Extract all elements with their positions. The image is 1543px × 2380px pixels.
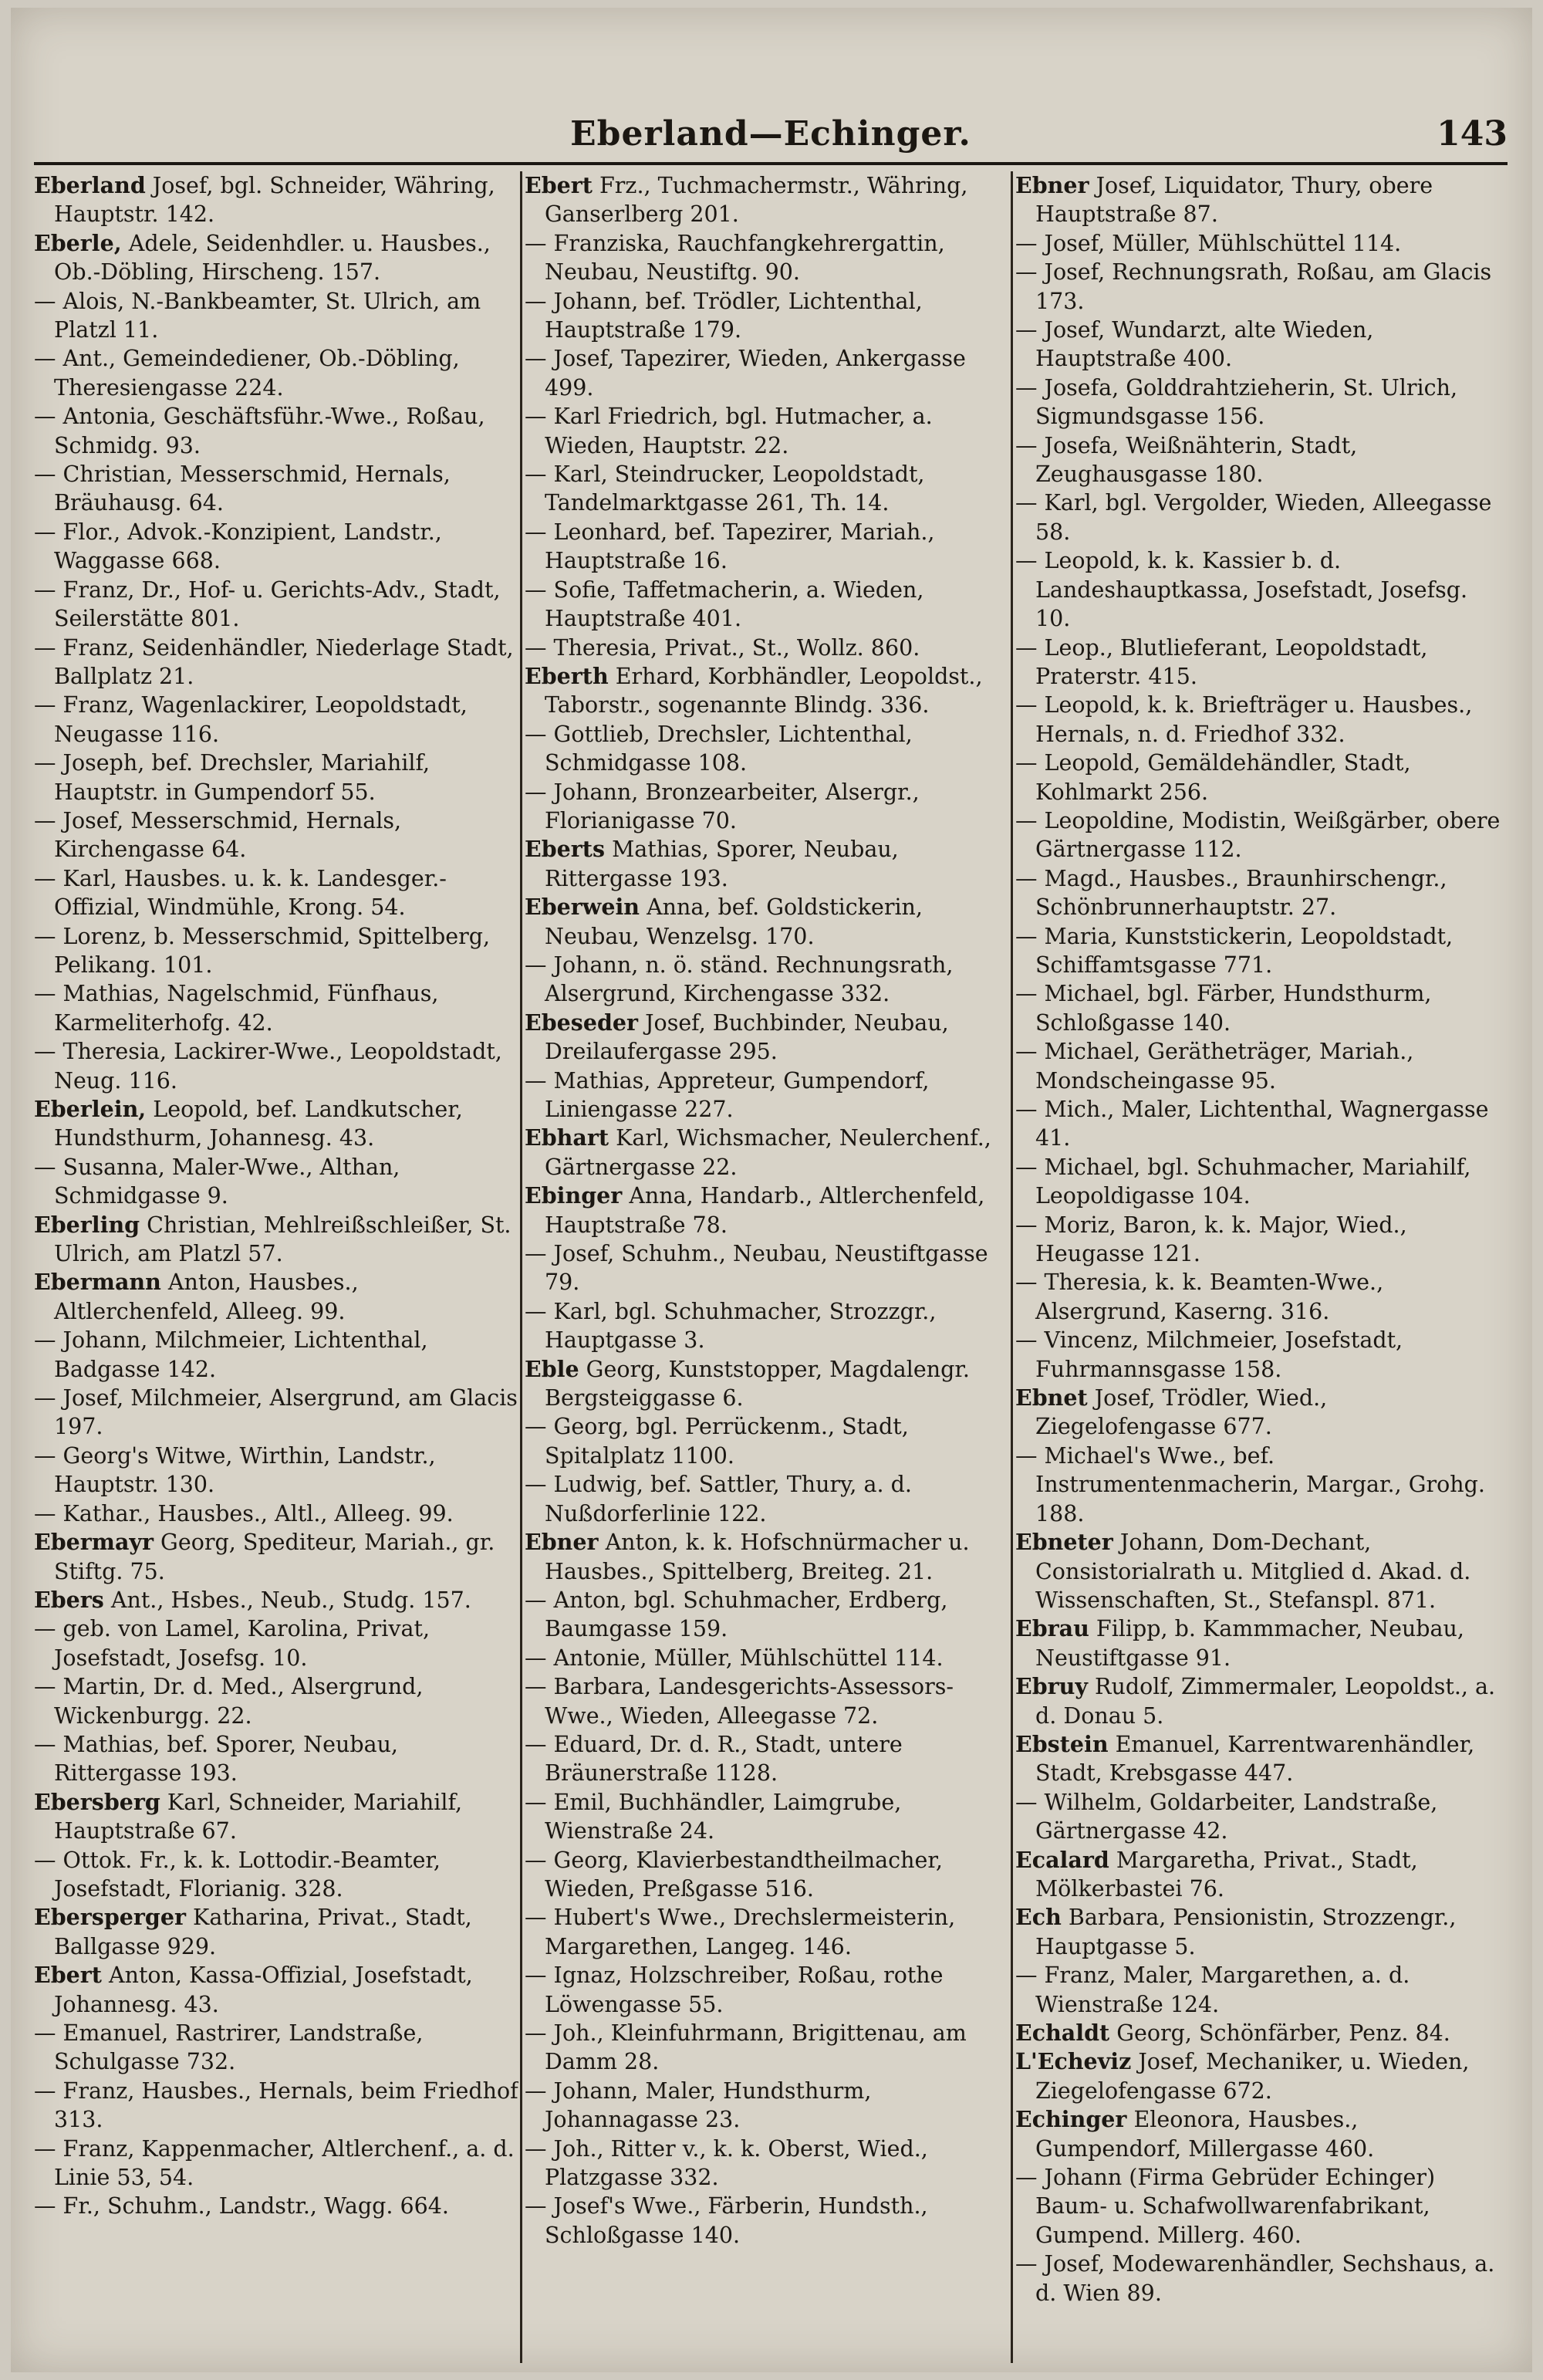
entry-text: — geb. von Lamel, Karolina, Privat, Josefstadt, Josefsg. 10. xyxy=(34,1616,430,1671)
directory-entry xyxy=(34,1961,518,2019)
entry-text: — Ottok. Fr., k. k. Lottodir.-Beamter, Josefstadt, Florianig. 328. xyxy=(34,1847,441,1902)
entry-surname: Ebruy xyxy=(1015,1673,1088,1700)
directory-entry xyxy=(34,1442,518,1499)
page-number: 143 xyxy=(1437,114,1508,154)
entry-surname: Ebner xyxy=(1015,172,1089,198)
directory-entry xyxy=(34,518,518,576)
directory-entry xyxy=(34,1499,518,1528)
entry-text: — Franziska, Rauchfangkehrergattin, Neubau, Neustiftg. 90. xyxy=(525,230,945,286)
directory-entry xyxy=(34,1528,518,1586)
entry-text: — Michael, bgl. Färber, Hundsthurm, Schloßgasse 140. xyxy=(1015,981,1432,1036)
directory-entry xyxy=(525,1412,1011,1470)
entry-text: — Karl, Hausbes. u. k. k. Landesger.-Offizial, Windmühle, Krong. 54. xyxy=(34,865,447,921)
directory-entry xyxy=(1015,1961,1509,2019)
directory-entry xyxy=(34,1672,518,1730)
directory-entry xyxy=(525,287,1011,345)
directory-entry xyxy=(1015,1788,1509,1846)
entry-text: — Josef, Tapezirer, Wieden, Ankergasse 499. xyxy=(525,346,966,401)
entry-text: — Karl Friedrich, bgl. Hutmacher, a. Wieden, Hauptstr. 22. xyxy=(525,404,933,458)
entry-text: — Josef, Rechnungsrath, Roßau, am Glacis 173. xyxy=(1015,259,1492,314)
entry-text: — Johann (Firma Gebrüder Echinger) Baum- u. Schafwollwarenfabrikant, Gumpend. Millerg. 460. xyxy=(1015,2165,1436,2248)
directory-entry xyxy=(1015,546,1509,633)
entry-text: Christian, Mehlreißschleißer, St. Ulrich, am Platzl 57. xyxy=(54,1212,512,1267)
entry-text: — Eduard, Dr. d. R., Stadt, untere Bräunerstraße 1128. xyxy=(525,1731,903,1787)
directory-entry xyxy=(34,922,518,980)
page-header xyxy=(34,100,1508,165)
entry-text: Anton, Kassa-Offizial, Josefstadt, Johannesg. 43. xyxy=(54,1962,473,2017)
entry-text: — Joh., Kleinfuhrmann, Brigittenau, am Damm 28. xyxy=(525,2020,967,2075)
entry-surname: Ebert xyxy=(525,172,593,198)
entry-text: Anton, Hausbes., Altlerchenfeld, Alleeg. 99. xyxy=(54,1269,359,1324)
directory-entry xyxy=(525,518,1011,576)
directory-entry xyxy=(1015,806,1509,864)
entry-text: — Theresia, Lackirer-Wwe., Leopoldstadt, Neug. 116. xyxy=(34,1039,502,1094)
directory-entry xyxy=(34,634,518,691)
entry-text: — Josef, Wundarzt, alte Wieden, Hauptstraße 400. xyxy=(1015,317,1374,372)
directory-entry xyxy=(34,691,518,749)
directory-entry xyxy=(34,460,518,518)
directory-entry xyxy=(1015,229,1509,258)
directory-entry xyxy=(525,460,1011,518)
entry-text: — Johann, Bronzearbeiter, Alsergr., Florianigasse 70. xyxy=(525,779,920,833)
directory-entry xyxy=(1015,634,1509,691)
entry-text: — Hubert's Wwe., Drechslermeisterin, Margarethen, Langeg. 146. xyxy=(525,1905,956,1959)
directory-entry xyxy=(34,806,518,864)
directory-entry xyxy=(525,1788,1011,1846)
directory-entry xyxy=(525,1355,1011,1413)
entry-text: — Franz, Seidenhändler, Niederlage Stadt, Ballplatz 21. xyxy=(34,634,514,689)
directory-entry xyxy=(1015,2163,1509,2250)
entry-text: — Franz, Dr., Hof- u. Gerichts-Adv., Stadt, Seilerstätte 801. xyxy=(34,576,501,632)
directory-entry xyxy=(34,1614,518,1672)
entry-surname: Ebersperger xyxy=(34,1904,186,1931)
entry-text: Josef, Buchbinder, Neubau, Dreilaufergasse 295. xyxy=(545,1009,949,1065)
entry-surname: Ebert xyxy=(34,1962,102,1989)
directory-entry xyxy=(525,662,1011,720)
directory-entry xyxy=(34,1788,518,1846)
directory-entry xyxy=(1015,374,1509,431)
entry-text: — Mathias, Nagelschmid, Fünfhaus, Karmeliterhofg. 42. xyxy=(34,981,439,1036)
entry-text: Johann, Dom-Dechant, Consistorialrath u. Mitglied d. Akad. d. Wissenschaften, St., Stefanspl. 871. xyxy=(1035,1530,1471,1613)
directory-entry xyxy=(1015,1037,1509,1095)
directory-entry xyxy=(1015,316,1509,374)
directory-entry xyxy=(1015,258,1509,316)
directory-entry xyxy=(525,229,1011,287)
directory-entry xyxy=(34,402,518,460)
entry-text: — Moriz, Baron, k. k. Major, Wied., Heugasse 121. xyxy=(1015,1212,1407,1267)
entry-text: Mathias, Sporer, Neubau, Rittergasse 193. xyxy=(545,837,899,891)
entry-text: — Antonia, Geschäftsführ.-Wwe., Roßau, Schmidg. 93. xyxy=(34,404,485,458)
entry-text: — Antonie, Müller, Mühlschüttel 114. xyxy=(525,1645,944,1671)
entry-surname: Eberwein xyxy=(525,894,640,921)
directory-entry xyxy=(1015,922,1509,980)
directory-entry xyxy=(525,2077,1011,2135)
entry-surname: Ebinger xyxy=(525,1182,623,1209)
entry-text: — Joseph, bef. Drechsler, Mariahilf, Hauptstr. in Gumpendorf 55. xyxy=(34,750,430,805)
entry-surname: Ebersberg xyxy=(34,1788,160,1815)
entry-surname: Ebstein xyxy=(1015,1730,1109,1757)
directory-entry xyxy=(525,1239,1011,1297)
directory-entry xyxy=(525,1528,1011,1586)
directory-entry xyxy=(1015,749,1509,806)
entry-text: Barbara, Pensionistin, Strozzengr., Hauptgasse 5. xyxy=(1035,1905,1457,1959)
entry-text: Erhard, Korbhändler, Leopoldst., Taborstr., sogenannte Blindg. 336. xyxy=(545,663,983,718)
entry-text: Karl, Wichsmacher, Neulerchenf., Gärtnergasse 22. xyxy=(545,1125,991,1180)
directory-entry xyxy=(525,1067,1011,1124)
directory-entry xyxy=(1015,1326,1509,1384)
entry-text: — Ignaz, Holzschreiber, Roßau, rothe Löwengasse 55. xyxy=(525,1962,944,2017)
entry-text: — Leopoldine, Modistin, Weißgärber, obere Gärtnergasse 112. xyxy=(1015,807,1501,863)
entry-surname: Ebermann xyxy=(34,1269,161,1296)
entry-text: — Josef, Messerschmid, Hernals, Kirchengasse 64. xyxy=(34,807,402,863)
entry-text: Rudolf, Zimmermaler, Leopoldst., a. d. Donau 5. xyxy=(1035,1674,1496,1729)
directory-entry xyxy=(525,2019,1011,2077)
entry-text: — Johann, bef. Trödler, Lichtenthal, Hauptstraße 179. xyxy=(525,288,923,343)
entry-surname: Ebeseder xyxy=(525,1009,639,1036)
entry-surname: Echaldt xyxy=(1015,2020,1110,2046)
entry-text: Georg, Spediteur, Mariah., gr. Stiftg. 75. xyxy=(54,1530,495,1584)
entry-text: Katharina, Privat., Stadt, Ballgasse 929. xyxy=(54,1905,472,1959)
entry-surname: Eberling xyxy=(34,1211,140,1238)
directory-entry xyxy=(1015,2047,1509,2105)
entry-surname: Ebrau xyxy=(1015,1615,1089,1642)
directory-entry xyxy=(1015,2105,1509,2163)
entry-text: Eleonora, Hausbes., Gumpendorf, Millergasse 460. xyxy=(1035,2107,1375,2162)
entry-text: — Theresia, k. k. Beamten-Wwe., Alsergrund, Kaserng. 316. xyxy=(1015,1269,1384,1324)
entry-text: — Franz, Wagenlackirer, Leopoldstadt, Neugasse 116. xyxy=(34,692,468,747)
directory-entry xyxy=(525,1009,1011,1067)
entry-text: — Magd., Hausbes., Braunhirschengr., Schönbrunnerhauptstr. 27. xyxy=(1015,865,1447,921)
directory-entry xyxy=(1015,2019,1509,2047)
directory-entry xyxy=(525,344,1011,402)
directory-entry xyxy=(525,1961,1011,2019)
entry-text: Margaretha, Privat., Stadt, Mölkerbastei 76. xyxy=(1035,1847,1418,1902)
entry-text: Anna, Handarb., Altlerchenfeld, Hauptstraße 78. xyxy=(545,1183,985,1238)
entry-text: — Emanuel, Rastrirer, Landstraße, Schulgasse 732. xyxy=(34,2020,424,2075)
entry-text: — Franz, Hausbes., Hernals, beim Friedhof 313. xyxy=(34,2077,518,2133)
directory-entry xyxy=(525,2135,1011,2192)
directory-entry xyxy=(34,1268,518,1326)
directory-entry xyxy=(525,893,1011,951)
entry-text: — Anton, bgl. Schuhmacher, Erdberg, Baumgasse 159. xyxy=(525,1587,948,1642)
directory-entry xyxy=(1015,1442,1509,1528)
directory-entry xyxy=(34,576,518,634)
entry-text: — Joh., Ritter v., k. k. Oberst, Wied., Platzgasse 332. xyxy=(525,2135,928,2191)
directory-entry xyxy=(1015,431,1509,489)
entry-surname: Ebnet xyxy=(1015,1384,1088,1411)
entry-text: — Georg, Klavierbestandtheilmacher, Wieden, Preßgasse 516. xyxy=(525,1847,943,1902)
directory-entry xyxy=(525,1730,1011,1788)
entry-surname: Eberle, xyxy=(34,229,122,256)
entry-text: — Franz, Maler, Margarethen, a. d. Wienstraße 124. xyxy=(1015,1962,1410,2017)
directory-entry xyxy=(1015,1384,1509,1442)
column-3 xyxy=(1015,171,1509,2363)
entry-surname: Ecalard xyxy=(1015,1846,1109,1873)
entry-text: Leopold, bef. Landkutscher, Hundsthurm, Johannesg. 43. xyxy=(54,1097,463,1151)
directory-entry xyxy=(525,1124,1011,1182)
directory-entry xyxy=(525,835,1011,893)
directory-entry xyxy=(34,1153,518,1211)
entry-text: — Barbara, Landesgerichts-Assessors-Wwe., Wieden, Alleegasse 72. xyxy=(525,1674,954,1729)
directory-entry xyxy=(34,1326,518,1384)
entry-text: — Josef, Müller, Mühlschüttel 114. xyxy=(1015,230,1402,256)
directory-entry xyxy=(34,749,518,806)
directory-entry xyxy=(34,864,518,922)
entry-text: — Sofie, Taffetmacherin, a. Wieden, Hauptstraße 401. xyxy=(525,576,924,632)
directory-entry xyxy=(525,634,1011,662)
entry-text: — Johann, Maler, Hundsthurm, Johannagasse 23. xyxy=(525,2077,872,2133)
entry-surname: Ebneter xyxy=(1015,1529,1113,1556)
entry-text: — Theresia, Privat., St., Wollz. 860. xyxy=(525,634,920,661)
entry-surname: Ebner xyxy=(525,1529,599,1556)
entry-surname: Eberlein, xyxy=(34,1096,147,1122)
directory-entry xyxy=(525,402,1011,460)
directory-entry xyxy=(525,2192,1011,2250)
entry-text: Josef, Trödler, Wied., Ziegelofengasse 677. xyxy=(1035,1385,1328,1440)
directory-entry xyxy=(525,951,1011,1009)
entry-text: Anna, bef. Goldstickerin, Neubau, Wenzelsg. 170. xyxy=(545,894,923,949)
directory-entry xyxy=(34,1903,518,1961)
directory-entry xyxy=(34,979,518,1037)
entry-surname: Ebers xyxy=(34,1586,104,1613)
entry-text: — Josef, Modewarenhändler, Sechshaus, a. d. Wien 89. xyxy=(1015,2251,1495,2306)
entry-text: Georg, Schönfärber, Penz. 84. xyxy=(1109,2020,1450,2046)
directory-entry xyxy=(34,2192,518,2220)
entry-text: — Josefa, Weißnähterin, Stadt, Zeughausgasse 180. xyxy=(1015,432,1358,488)
directory-entry xyxy=(525,1297,1011,1355)
entry-text: — Leonhard, bef. Tapezirer, Mariah., Hauptstraße 16. xyxy=(525,519,935,574)
entry-surname: Ech xyxy=(1015,1904,1062,1931)
entry-text: — Lorenz, b. Messerschmid, Spittelberg, Pelikang. 101. xyxy=(34,923,491,978)
entry-text: — Johann, Milchmeier, Lichtenthal, Badgasse 142. xyxy=(34,1327,428,1382)
directory-entry xyxy=(1015,1095,1509,1153)
entry-text: — Karl, bgl. Vergolder, Wieden, Alleegasse 58. xyxy=(1015,490,1492,545)
directory-entry xyxy=(1015,1268,1509,1326)
entry-surname: Eberts xyxy=(525,836,606,863)
directory-entry xyxy=(1015,1153,1509,1211)
directory-entry xyxy=(1015,2250,1509,2307)
directory-entry xyxy=(1015,171,1509,229)
entry-text: — Georg's Witwe, Wirthin, Landstr., Hauptstr. 130. xyxy=(34,1442,436,1498)
directory-entry xyxy=(1015,489,1509,546)
entry-text: Josef, bgl. Schneider, Währing, Hauptstr. 142. xyxy=(54,173,495,228)
directory-entry xyxy=(34,1586,518,1614)
directory-page xyxy=(11,8,1532,2372)
entry-text: — Karl, bgl. Schuhmacher, Strozzgr., Hauptgasse 3. xyxy=(525,1298,937,1354)
directory-entry xyxy=(34,1037,518,1095)
entry-text: — Georg, bgl. Perrückenm., Stadt, Spitalplatz 1100. xyxy=(525,1414,909,1469)
column-divider xyxy=(520,171,522,2363)
entry-text: Josef, Mechaniker, u. Wieden, Ziegelofengasse 672. xyxy=(1035,2049,1470,2104)
entry-surname: Eble xyxy=(525,1355,579,1382)
entry-surname: Echinger xyxy=(1015,2106,1127,2133)
entry-text: Frz., Tuchmachermstr., Währing, Ganserlberg 201. xyxy=(545,173,968,228)
entry-text: — Leopold, k. k. Briefträger u. Hausbes., Hernals, n. d. Friedhof 332. xyxy=(1015,692,1473,747)
entry-text: — Johann, n. ö. ständ. Rechnungsrath, Alsergrund, Kirchengasse 332. xyxy=(525,952,954,1007)
directory-entry xyxy=(34,2135,518,2192)
directory-entry xyxy=(525,171,1011,229)
entry-surname: Ebermayr xyxy=(34,1529,154,1556)
entry-surname: Eberth xyxy=(525,662,609,689)
directory-entry xyxy=(525,720,1011,778)
entry-text: Georg, Kunststopper, Magdalengr. Bergsteiggasse 6. xyxy=(545,1356,970,1411)
entry-text: Josef, Liquidator, Thury, obere Hauptstraße 87. xyxy=(1035,173,1433,228)
entry-text: — Mich., Maler, Lichtenthal, Wagnergasse 41. xyxy=(1015,1097,1489,1151)
directory-entry xyxy=(34,287,518,345)
entry-text: — Michael's Wwe., bef. Instrumentenmacherin, Margar., Grohg. 188. xyxy=(1015,1442,1485,1526)
entry-text: — Josef, Milchmeier, Alsergrund, am Glacis 197. xyxy=(34,1385,518,1440)
entry-text: Filipp, b. Kammmacher, Neubau, Neustiftgasse 91. xyxy=(1035,1616,1464,1671)
page-title: Eberland—Echinger. xyxy=(570,114,971,154)
entry-text: — Leop., Blutlieferant, Leopoldstadt, Praterstr. 415. xyxy=(1015,634,1428,689)
entry-text: — Vincenz, Milchmeier, Josefstadt, Fuhrmannsgasse 158. xyxy=(1015,1327,1403,1382)
directory-entry xyxy=(1015,1903,1509,1961)
entry-text: — Flor., Advok.-Konzipient, Landstr., Waggasse 668. xyxy=(34,519,442,574)
entry-text: Karl, Schneider, Mariahilf, Hauptstraße 67. xyxy=(54,1789,463,1844)
directory-entry xyxy=(34,344,518,402)
column-2 xyxy=(525,171,1011,2363)
column-divider xyxy=(1011,171,1013,2363)
entry-text: — Kathar., Hausbes., Altl., Alleeg. 99. xyxy=(34,1500,454,1526)
directory-entry xyxy=(34,171,518,229)
entry-text: — Alois, N.-Bankbeamter, St. Ulrich, am Platzl 11. xyxy=(34,288,481,343)
entry-text: — Josef, Schuhm., Neubau, Neustiftgasse 79. xyxy=(525,1241,988,1296)
entry-surname: L'Echeviz xyxy=(1015,2048,1132,2075)
directory-entry xyxy=(525,1846,1011,1904)
directory-entry xyxy=(525,1644,1011,1672)
entry-text: — Ant., Gemeindediener, Ob.-Döbling, Theresiengasse 224. xyxy=(34,346,460,401)
entry-text: — Leopold, Gemäldehändler, Stadt, Kohlmarkt 256. xyxy=(1015,750,1411,805)
directory-entry xyxy=(1015,864,1509,922)
directory-entry xyxy=(1015,691,1509,749)
directory-entry xyxy=(34,1846,518,1904)
directory-entry xyxy=(1015,1211,1509,1269)
entry-text: — Josef's Wwe., Färberin, Hundsth., Schloßgasse 140. xyxy=(525,2193,928,2248)
entry-text: — Franz, Kappenmacher, Altlerchenf., a. d. Linie 53, 54. xyxy=(34,2135,515,2191)
directory-entry xyxy=(525,1903,1011,1961)
directory-entry xyxy=(1015,1528,1509,1614)
directory-entry xyxy=(525,1672,1011,1730)
entry-text: — Gottlieb, Drechsler, Lichtenthal, Schmidgasse 108. xyxy=(525,721,913,776)
directory-entry xyxy=(1015,1730,1509,1788)
entry-text: — Mathias, Appreteur, Gumpendorf, Liniengasse 227. xyxy=(525,1067,930,1122)
column-1 xyxy=(34,171,518,2363)
entry-text: — Martin, Dr. d. Med., Alsergrund, Wickenburgg. 22. xyxy=(34,1674,424,1729)
directory-entry xyxy=(34,1211,518,1269)
entry-text: — Emil, Buchhändler, Laimgrube, Wienstraße 24. xyxy=(525,1789,902,1844)
directory-entry xyxy=(525,778,1011,836)
directory-entry xyxy=(525,576,1011,634)
directory-entry xyxy=(34,2019,518,2077)
entry-surname: Eberland xyxy=(34,172,146,198)
entry-text: — Josefa, Golddrahtzieherin, St. Ulrich, Sigmundsgasse 156. xyxy=(1015,374,1458,430)
directory-entry xyxy=(34,1730,518,1788)
entry-text: — Mathias, bef. Sporer, Neubau, Rittergasse 193. xyxy=(34,1731,398,1787)
entry-text: — Karl, Steindrucker, Leopoldstadt, Tandelmarktgasse 261, Th. 14. xyxy=(525,461,925,516)
entry-text: — Christian, Messerschmid, Hernals, Bräuhausg. 64. xyxy=(34,461,451,516)
directory-entry xyxy=(34,229,518,287)
directory-entry xyxy=(525,1586,1011,1644)
entry-text: — Ludwig, bef. Sattler, Thury, a. d. Nußdorferlinie 122. xyxy=(525,1472,912,1526)
directory-entry xyxy=(1015,979,1509,1037)
directory-entry xyxy=(34,2077,518,2135)
entry-text: — Wilhelm, Goldarbeiter, Landstraße, Gärtnergasse 42. xyxy=(1015,1789,1438,1844)
entry-text: Adele, Seidenhdler. u. Hausbes., Ob.-Döbling, Hirscheng. 157. xyxy=(54,230,491,286)
directory-entry xyxy=(1015,1672,1509,1730)
directory-entry xyxy=(34,1095,518,1153)
entry-text: — Maria, Kunststickerin, Leopoldstadt, Schiffamtsgasse 771. xyxy=(1015,923,1454,978)
directory-entry xyxy=(34,1384,518,1442)
directory-entry xyxy=(1015,1846,1509,1904)
entry-text: — Michael, Gerätheträger, Mariah., Mondscheingasse 95. xyxy=(1015,1039,1414,1094)
directory-entry xyxy=(525,1470,1011,1528)
entry-text: — Michael, bgl. Schuhmacher, Mariahilf, Leopoldigasse 104. xyxy=(1015,1154,1471,1209)
directory-entry xyxy=(525,1182,1011,1239)
entry-text: — Fr., Schuhm., Landstr., Wagg. 664. xyxy=(34,2193,449,2219)
entry-text: Anton, k. k. Hofschnürmacher u. Hausbes., Spittelberg, Breiteg. 21. xyxy=(545,1530,970,1584)
entry-text: Ant., Hsbes., Neub., Studg. 157. xyxy=(103,1587,471,1613)
directory-entry xyxy=(1015,1614,1509,1672)
entry-text: — Leopold, k. k. Kassier b. d. Landeshauptkassa, Josefstadt, Josefsg. 10. xyxy=(1015,548,1468,632)
entry-text: Emanuel, Karrentwarenhändler, Stadt, Krebsgasse 447. xyxy=(1035,1731,1475,1787)
entry-surname: Ebhart xyxy=(525,1124,609,1151)
entry-text: — Susanna, Maler-Wwe., Althan, Schmidgasse 9. xyxy=(34,1154,400,1209)
